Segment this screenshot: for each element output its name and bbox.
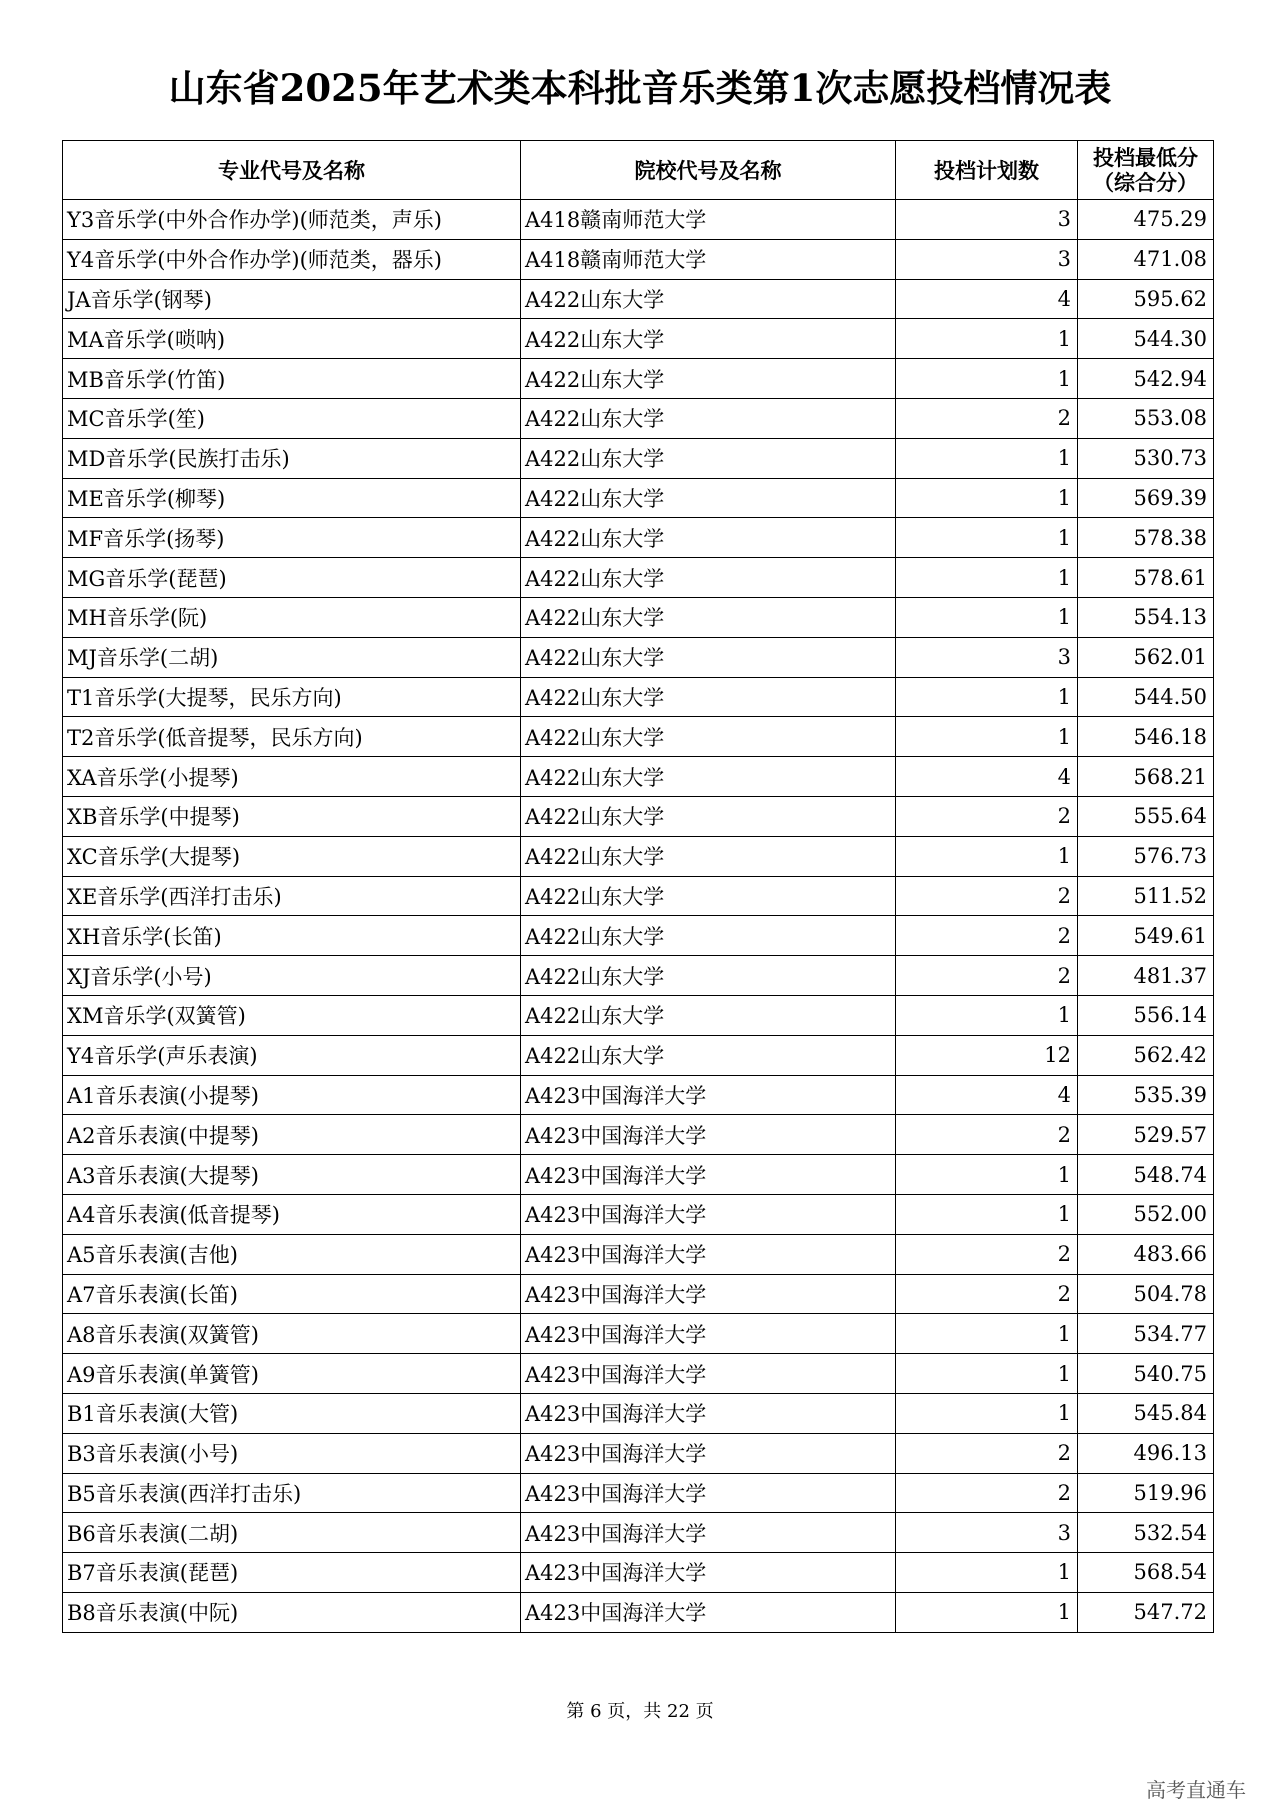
cell-min-score: 547.72 — [1078, 1592, 1214, 1632]
cell-school: A422山东大学 — [521, 478, 896, 518]
cell-major: XB音乐学(中提琴) — [63, 796, 521, 836]
page-title: 山东省2025年艺术类本科批音乐类第1次志愿投档情况表 — [168, 66, 1112, 110]
cell-school: A423中国海洋大学 — [521, 1314, 896, 1354]
table-row — [63, 796, 1214, 836]
cell-plan: 2 — [896, 1274, 1078, 1314]
cell-major: A5音乐表演(吉他) — [63, 1234, 521, 1274]
cell-major: XC音乐学(大提琴) — [63, 836, 521, 876]
table-row — [63, 478, 1214, 518]
cell-school: A422山东大学 — [521, 398, 896, 438]
cell-min-score: 568.54 — [1078, 1553, 1214, 1593]
table-row — [63, 398, 1214, 438]
page-number: 第 6 页，共 22 页 — [566, 1701, 714, 1722]
watermark-logo-text: 高考直通车 — [1146, 1778, 1246, 1802]
cell-plan: 1 — [896, 1314, 1078, 1354]
table-row — [63, 717, 1214, 757]
cell-major: MA音乐学(唢呐) — [63, 319, 521, 359]
cell-school: A422山东大学 — [521, 597, 896, 637]
cell-school: A423中国海洋大学 — [521, 1274, 896, 1314]
cell-plan: 2 — [896, 1234, 1078, 1274]
cell-plan: 1 — [896, 597, 1078, 637]
cell-school: A422山东大学 — [521, 876, 896, 916]
cell-school: A422山东大学 — [521, 836, 896, 876]
cell-plan: 1 — [896, 836, 1078, 876]
cell-min-score: 578.61 — [1078, 558, 1214, 598]
cell-plan: 2 — [896, 956, 1078, 996]
table-row — [63, 558, 1214, 598]
cell-school: A423中国海洋大学 — [521, 1513, 896, 1553]
table-row — [63, 1473, 1214, 1513]
cell-plan: 1 — [896, 995, 1078, 1035]
cell-plan: 3 — [896, 239, 1078, 279]
cell-major: ME音乐学(柳琴) — [63, 478, 521, 518]
cell-plan: 3 — [896, 200, 1078, 240]
cell-min-score: 562.42 — [1078, 1035, 1214, 1075]
cell-major: B5音乐表演(西洋打击乐) — [63, 1473, 521, 1513]
table-row — [63, 1513, 1214, 1553]
cell-major: A8音乐表演(双簧管) — [63, 1314, 521, 1354]
cell-plan: 2 — [896, 876, 1078, 916]
cell-major: MD音乐学(民族打击乐) — [63, 438, 521, 478]
cell-plan: 3 — [896, 1513, 1078, 1553]
table-row — [63, 200, 1214, 240]
cell-min-score: 553.08 — [1078, 398, 1214, 438]
cell-plan: 2 — [896, 1115, 1078, 1155]
table-row — [63, 1115, 1214, 1155]
table-row — [63, 279, 1214, 319]
cell-plan: 2 — [896, 398, 1078, 438]
table-row — [63, 876, 1214, 916]
cell-plan: 1 — [896, 1354, 1078, 1394]
table-row — [63, 319, 1214, 359]
cell-school: A423中国海洋大学 — [521, 1194, 896, 1234]
cell-school: A422山东大学 — [521, 558, 896, 598]
cell-min-score: 511.52 — [1078, 876, 1214, 916]
cell-school: A418赣南师范大学 — [521, 239, 896, 279]
table-row — [63, 757, 1214, 797]
cell-min-score: 576.73 — [1078, 836, 1214, 876]
cell-plan: 1 — [896, 677, 1078, 717]
cell-min-score: 542.94 — [1078, 359, 1214, 399]
table-row — [63, 1553, 1214, 1593]
cell-major: B6音乐表演(二胡) — [63, 1513, 521, 1553]
table-row — [63, 1155, 1214, 1195]
cell-major: XH音乐学(长笛) — [63, 916, 521, 956]
cell-plan: 1 — [896, 558, 1078, 598]
cell-school: A422山东大学 — [521, 438, 896, 478]
cell-school: A422山东大学 — [521, 518, 896, 558]
cell-plan: 3 — [896, 637, 1078, 677]
header-min-score-line1: 投档最低分 — [1093, 145, 1198, 170]
cell-school: A423中国海洋大学 — [521, 1115, 896, 1155]
cell-min-score: 552.00 — [1078, 1194, 1214, 1234]
cell-major: A4音乐表演(低音提琴) — [63, 1194, 521, 1234]
cell-min-score: 555.64 — [1078, 796, 1214, 836]
cell-major: A3音乐表演(大提琴) — [63, 1155, 521, 1195]
table-row — [63, 1274, 1214, 1314]
cell-school: A422山东大学 — [521, 757, 896, 797]
table-row — [63, 1354, 1214, 1394]
header-plan: 投档计划数 — [896, 141, 1078, 200]
table-row — [63, 438, 1214, 478]
cell-major: MB音乐学(竹笛) — [63, 359, 521, 399]
cell-min-score: 481.37 — [1078, 956, 1214, 996]
cell-plan: 4 — [896, 757, 1078, 797]
cell-plan: 12 — [896, 1035, 1078, 1075]
table-row — [63, 1234, 1214, 1274]
header-major: 专业代号及名称 — [63, 141, 521, 200]
cell-min-score: 544.30 — [1078, 319, 1214, 359]
cell-school: A423中国海洋大学 — [521, 1155, 896, 1195]
header-school: 院校代号及名称 — [521, 141, 896, 200]
cell-school: A423中国海洋大学 — [521, 1553, 896, 1593]
cell-min-score: 554.13 — [1078, 597, 1214, 637]
cell-major: B8音乐表演(中阮) — [63, 1592, 521, 1632]
cell-min-score: 562.01 — [1078, 637, 1214, 677]
cell-plan: 2 — [896, 1473, 1078, 1513]
cell-plan: 1 — [896, 1592, 1078, 1632]
cell-school: A422山东大学 — [521, 796, 896, 836]
header-min-score-line2: （综合分） — [1093, 170, 1198, 195]
table-row — [63, 1393, 1214, 1433]
cell-major: A2音乐表演(中提琴) — [63, 1115, 521, 1155]
cell-plan: 1 — [896, 359, 1078, 399]
cell-min-score: 556.14 — [1078, 995, 1214, 1035]
table-row — [63, 916, 1214, 956]
cell-school: A422山东大学 — [521, 279, 896, 319]
header-min-score — [1078, 141, 1214, 200]
table-row — [63, 359, 1214, 399]
admission-table — [62, 140, 1214, 1633]
cell-school: A423中国海洋大学 — [521, 1234, 896, 1274]
table-row — [63, 637, 1214, 677]
table-row — [63, 1433, 1214, 1473]
cell-plan: 4 — [896, 279, 1078, 319]
cell-major: A7音乐表演(长笛) — [63, 1274, 521, 1314]
table-row — [63, 836, 1214, 876]
cell-major: MH音乐学(阮) — [63, 597, 521, 637]
cell-plan: 1 — [896, 717, 1078, 757]
cell-major: Y3音乐学(中外合作办学)(师范类，声乐) — [63, 200, 521, 240]
cell-plan: 1 — [896, 518, 1078, 558]
cell-min-score: 496.13 — [1078, 1433, 1214, 1473]
cell-plan: 2 — [896, 1433, 1078, 1473]
table-row — [63, 1314, 1214, 1354]
cell-min-score: 548.74 — [1078, 1155, 1214, 1195]
cell-school: A423中国海洋大学 — [521, 1592, 896, 1632]
cell-major: XA音乐学(小提琴) — [63, 757, 521, 797]
table-header-row — [63, 141, 1214, 200]
cell-min-score: 595.62 — [1078, 279, 1214, 319]
table-row — [63, 677, 1214, 717]
cell-school: A422山东大学 — [521, 359, 896, 399]
cell-min-score: 534.77 — [1078, 1314, 1214, 1354]
cell-min-score: 530.73 — [1078, 438, 1214, 478]
cell-school: A423中国海洋大学 — [521, 1433, 896, 1473]
cell-major: XJ音乐学(小号) — [63, 956, 521, 996]
cell-min-score: 504.78 — [1078, 1274, 1214, 1314]
cell-min-score: 529.57 — [1078, 1115, 1214, 1155]
cell-school: A418赣南师范大学 — [521, 200, 896, 240]
cell-major: XE音乐学(西洋打击乐) — [63, 876, 521, 916]
cell-plan: 1 — [896, 1553, 1078, 1593]
cell-school: A423中国海洋大学 — [521, 1393, 896, 1433]
cell-school: A423中国海洋大学 — [521, 1075, 896, 1115]
cell-major: B3音乐表演(小号) — [63, 1433, 521, 1473]
table-row — [63, 1075, 1214, 1115]
cell-plan: 2 — [896, 916, 1078, 956]
table-row — [63, 518, 1214, 558]
cell-plan: 2 — [896, 796, 1078, 836]
cell-min-score: 471.08 — [1078, 239, 1214, 279]
cell-school: A422山东大学 — [521, 637, 896, 677]
cell-min-score: 578.38 — [1078, 518, 1214, 558]
cell-school: A422山东大学 — [521, 677, 896, 717]
cell-plan: 1 — [896, 438, 1078, 478]
cell-min-score: 545.84 — [1078, 1393, 1214, 1433]
cell-major: Y4音乐学(声乐表演) — [63, 1035, 521, 1075]
cell-plan: 1 — [896, 319, 1078, 359]
cell-major: A9音乐表演(单簧管) — [63, 1354, 521, 1394]
table-row — [63, 995, 1214, 1035]
cell-min-score: 483.66 — [1078, 1234, 1214, 1274]
cell-min-score: 544.50 — [1078, 677, 1214, 717]
cell-major: MF音乐学(扬琴) — [63, 518, 521, 558]
cell-school: A422山东大学 — [521, 956, 896, 996]
cell-min-score: 569.39 — [1078, 478, 1214, 518]
table-row — [63, 239, 1214, 279]
cell-plan: 4 — [896, 1075, 1078, 1115]
table-row — [63, 1592, 1214, 1632]
cell-major: JA音乐学(钢琴) — [63, 279, 521, 319]
cell-major: T1音乐学(大提琴，民乐方向) — [63, 677, 521, 717]
cell-min-score: 519.96 — [1078, 1473, 1214, 1513]
cell-min-score: 546.18 — [1078, 717, 1214, 757]
cell-min-score: 540.75 — [1078, 1354, 1214, 1394]
cell-min-score: 549.61 — [1078, 916, 1214, 956]
cell-major: B7音乐表演(琵琶) — [63, 1553, 521, 1593]
cell-min-score: 535.39 — [1078, 1075, 1214, 1115]
cell-min-score: 568.21 — [1078, 757, 1214, 797]
cell-plan: 1 — [896, 1393, 1078, 1433]
cell-major: T2音乐学(低音提琴，民乐方向) — [63, 717, 521, 757]
cell-school: A422山东大学 — [521, 1035, 896, 1075]
table-row — [63, 1194, 1214, 1234]
table-row — [63, 597, 1214, 637]
cell-min-score: 475.29 — [1078, 200, 1214, 240]
cell-school: A422山东大学 — [521, 916, 896, 956]
table-row — [63, 1035, 1214, 1075]
cell-major: MG音乐学(琵琶) — [63, 558, 521, 598]
cell-plan: 1 — [896, 1155, 1078, 1195]
cell-major: MJ音乐学(二胡) — [63, 637, 521, 677]
cell-min-score: 532.54 — [1078, 1513, 1214, 1553]
cell-school: A423中国海洋大学 — [521, 1354, 896, 1394]
cell-plan: 1 — [896, 1194, 1078, 1234]
cell-major: XM音乐学(双簧管) — [63, 995, 521, 1035]
cell-major: A1音乐表演(小提琴) — [63, 1075, 521, 1115]
cell-major: Y4音乐学(中外合作办学)(师范类，器乐) — [63, 239, 521, 279]
cell-major: MC音乐学(笙) — [63, 398, 521, 438]
cell-school: A422山东大学 — [521, 717, 896, 757]
cell-school: A423中国海洋大学 — [521, 1473, 896, 1513]
cell-school: A422山东大学 — [521, 995, 896, 1035]
cell-plan: 1 — [896, 478, 1078, 518]
table-row — [63, 956, 1214, 996]
cell-major: B1音乐表演(大管) — [63, 1393, 521, 1433]
cell-school: A422山东大学 — [521, 319, 896, 359]
